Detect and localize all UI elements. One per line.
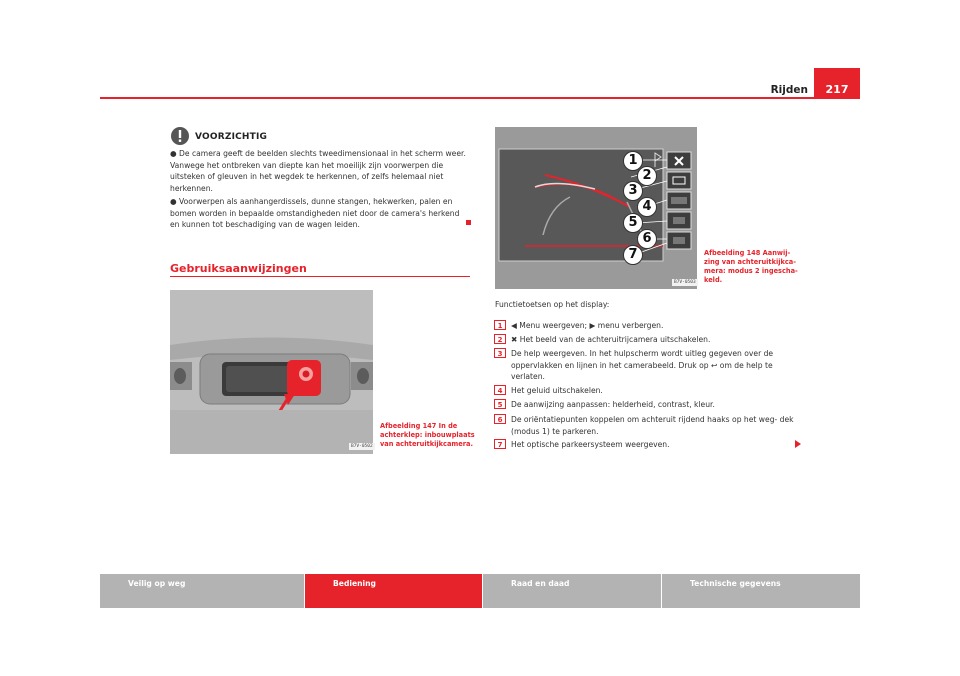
item-number: 4 [494, 385, 506, 395]
tailgate-camera-illustration [170, 290, 373, 454]
continue-arrow-icon [795, 440, 801, 448]
return-arrow-icon: ↩ [711, 360, 718, 370]
callout-4: 4 [637, 197, 657, 217]
warning-paragraph-1: ● De camera geeft de beelden slechts tweedimensionaal in het scherm weer. Vanwege het ontbreken van diepte kan het moeilijk zijn voorwerpen die uitsteken of gleuven in het wegdek te herkennen, of zelfs helemaal niet herkennen. [170, 149, 466, 193]
page-number: 217 [814, 68, 860, 99]
camera-display-illustration [495, 127, 697, 289]
callout-6: 6 [637, 229, 657, 249]
figure-148-image [495, 127, 697, 289]
item-number: 7 [494, 439, 506, 449]
item-number: 3 [494, 348, 506, 358]
item-number: 6 [494, 414, 506, 424]
item-number: 2 [494, 334, 506, 344]
item-number: 5 [494, 399, 506, 409]
warning-icon [170, 126, 190, 146]
footer-tab-bediening[interactable]: Bediening [305, 574, 482, 608]
callout-1: 1 [623, 151, 643, 171]
header-rule [100, 97, 860, 99]
section-heading: Gebruiksaanwijzingen [170, 262, 307, 275]
footer-tab-technische-gegevens[interactable]: Technische gegevens [662, 574, 860, 608]
close-icon: ✖ [511, 335, 518, 344]
callout-2: 2 [637, 166, 657, 186]
section-rule [170, 276, 470, 277]
warning-paragraph-2: ● Voorwerpen als aanhangerdissels, dunne stangen, hekwerken, palen en bomen worden in bepaalde omstandigheden niet door de camera's herkend en kunnen tot beschadiging van de wagen leiden. [170, 197, 460, 229]
footer-tab-raad-en-daad[interactable]: Raad en daad [483, 574, 661, 608]
triangle-left-icon: ◀ [511, 321, 517, 330]
callout-3: 3 [623, 181, 643, 201]
list-intro: Functietoetsen op het display: [495, 300, 610, 309]
callout-5: 5 [623, 213, 643, 233]
figure-148-caption: Afbeelding 148 Aanwij- zing van achteruitkijkca- mera: modus 2 ingescha- keld. [704, 249, 798, 284]
end-of-section-marker [466, 220, 471, 225]
chapter-title: Rijden [770, 84, 808, 96]
triangle-right-icon: ▶ [589, 321, 596, 330]
figure-147-image [170, 290, 373, 454]
warning-title: VOORZICHTIG [195, 132, 268, 142]
figure-148-code: B7V-0503 [674, 280, 696, 285]
figure-147-caption: Afbeelding 147 In de achterklep: inbouwplaats van achteruitkijkcamera. [380, 422, 475, 448]
figure-147-code: B7V-0502 [351, 444, 373, 449]
item-number: 1 [494, 320, 506, 330]
footer-tab-veilig-op-weg[interactable]: Veilig op weg [100, 574, 304, 608]
callout-7: 7 [623, 245, 643, 265]
